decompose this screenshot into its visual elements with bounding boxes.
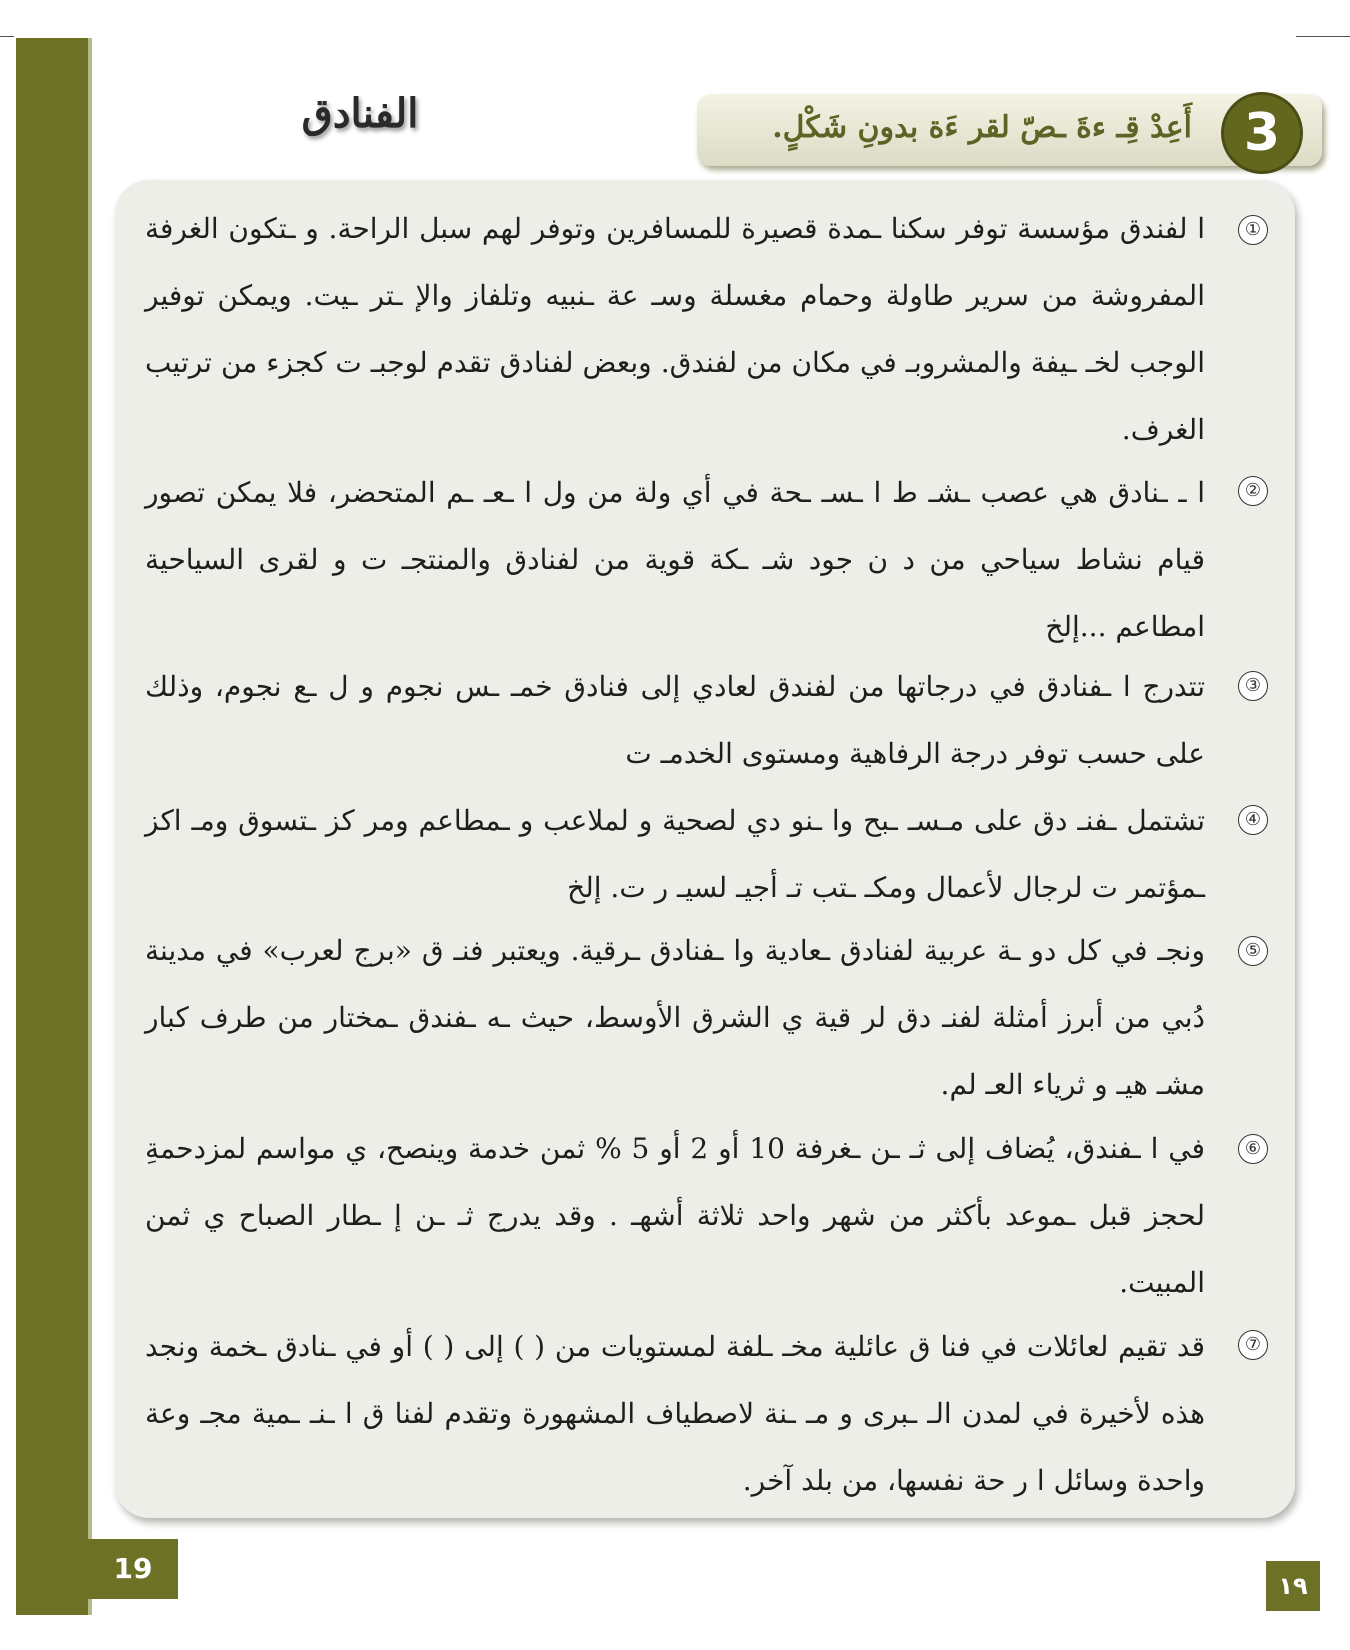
paragraph-3: تتدرج ا ـفنادق في درجاتها من لفندق لعادي إلى فنادق خمـ ـس نجوم و ل ـع نجوم، وذلك على حسب توفر درجة الرفاهية ومستوى الخدمـ ت [145,670,1205,770]
paragraph-6: في ا ـفندق، يُضاف إلى ثـ ـن ـغرفة 10 أو 2 أو 5 % ثمن خدمة وينصح، ي مواسم لمزدحمةِ لحجز قبل ـموعد بأكثر من شهر واحد ثلاثة أشهـ . وقد يدرج ثـ ـن إ ـطار الصباح ي ثمن المبيت. [145,1132,1205,1299]
paragraph-number-2: ② [1238,476,1268,506]
paragraph-number-4: ④ [1238,805,1268,835]
paragraph-number-5: ⑤ [1238,936,1268,966]
exercise-number-badge: 3 [1221,92,1303,174]
side-color-bar [16,38,88,1615]
paragraph-1: ا لفندق مؤسسة توفر سكنا ـمدة قصيرة للمسافرين وتوفر لهم سبل الراحة. و ـتكون الغرفة المفروشة من سرير طاولة وحمام مغسلة وسـ عة ـنبيه وتلفاز والإ ـتر ـيت. ويمكن توفير الوجب لخـ ـيفة والمشروبـ في مكان من لفندق. وبعض لفنادق تقدم لوجبـ ت كجزء من ترتيب الغرف. [145,212,1205,446]
paragraph-5: ونجـ في كل دو ـة عربية لفنادق ـعادية وا ـفنادق ـرقية. ويعتبر فنـ ق «برج لعرب» في مدينة دُبي من أبرز أمثلة لفنـ دق لر قية ي الشرق الأوسط، حيث ـه ـفندق ـمختار من طرف كبار مشـ هيـ و ثرياء العـ لم. [145,934,1205,1101]
paragraph-number-3: ③ [1238,671,1268,701]
paragraph-number-1: ① [1238,215,1268,245]
paragraph-number-7: ⑦ [1238,1330,1268,1360]
crop-mark-left [0,36,14,37]
paragraph-2: ا ـ ـنادق هي عصب ـشـ ط ا ـسـ ـحة في أي ولة من ول ا ـعـ ـم المتحضر، فلا يمكن تصور قيام نشاط سياحي من د ن جود شـ ـكة قوية من لفنادق والمنتجـ ت و لقرى السياحية امطاعم ...إلخ [145,476,1205,643]
paragraph-number-6: ⑥ [1238,1134,1268,1164]
side-bar-shadow [88,38,92,1615]
paragraph-4: تشتمل ـفنـ دق على مـسـ ـبح وا ـنو دي لصحية و لملاعب و ـمطاعم ومر كز ـتسوق ومـ اكز ـمؤتمر ت لرجال لأعمال ومكـ ـتب تـ أجيـ لسيـ ر ت. إلخ [145,804,1205,904]
crop-mark-right [1296,36,1350,37]
exercise-instruction: أَعِدْ قِـ ءةَ ـصّ لقر ءَة بدونِ شَكْلٍ. [772,110,1192,145]
page-title: الفنادق [301,90,419,137]
page-number-arabic: ١٩ [1266,1561,1320,1611]
paragraph-7: قد تقيم لعائلات في فنا ق عائلية مخـ ـلفة لمستويات من ( ) إلى ( ) أو في ـنادق ـخمة ونجد هذه لأخيرة في لمدن الـ ـبرى و مـ ـنة لاصطياف المشهورة وتقدم لفنا ق ا ـنـ ـمية مجـ وعة واحدة وسائل ا ر حة نفسها، من بلد آخر. [145,1330,1205,1497]
page-number-latin: 19 [88,1539,178,1599]
